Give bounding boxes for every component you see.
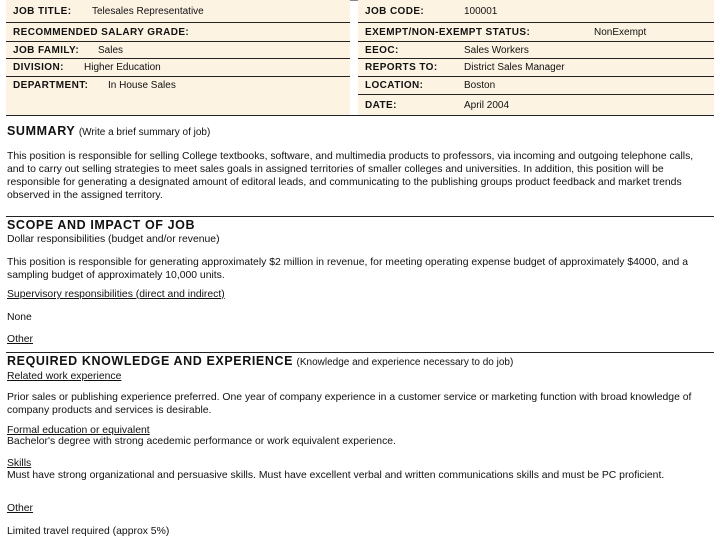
- education-text: Bachelor's degree with strong acedemic performance or work equivalent experience.: [7, 436, 396, 447]
- salary-grade-label: RECOMMENDED SALARY GRADE:: [13, 26, 190, 38]
- reports-to-row: [358, 58, 714, 76]
- department-value: In House Sales: [108, 80, 176, 91]
- department-label: DEPARTMENT:: [13, 80, 89, 91]
- job-title-label: JOB TITLE:: [13, 5, 72, 17]
- dollar-responsibilities-text: This position is responsible for generating approximately $2 million in revenue, for meeting operating expense budget of approximately $4000, and a sampling budget of approximately 10,000 units.: [7, 257, 688, 281]
- skills-text: Must have strong organizational and persuasive skills. Must have excellent verbal and written communications skills and must be PC proficient.: [7, 470, 665, 481]
- supervisory-label: [7, 288, 225, 301]
- knowledge-other-label-text: Other: [7, 503, 33, 514]
- summary-text: This position is responsible for selling College textbooks, software, and multimedia products to professors, via incoming and outgoing telephone calls, and to carry out selling strategies to meet sales goals in assigned territories of smaller colleges and universities. In addition, this position will be responsible for generating a designated amount of editoral leads, and communicating to the publishing groups product feedback and market trends observed in the assigned territory.: [7, 151, 694, 201]
- job-family-value: Sales: [98, 44, 124, 56]
- knowledge-note: (Knowledge and experience necessary to do job): [296, 357, 514, 368]
- eeoc-label: EEOC:: [365, 44, 399, 56]
- divider-knowledge: [6, 352, 714, 353]
- date-label: DATE:: [365, 100, 397, 111]
- exempt-status-row: [358, 22, 714, 41]
- job-family-label: JOB FAMILY:: [13, 44, 80, 56]
- supervisory-label-text: Supervisory responsibilities (direct and indirect): [7, 289, 225, 300]
- location-row: [358, 76, 714, 94]
- summary-note: (Write a brief summary of job): [78, 127, 211, 138]
- supervisory-text: None: [7, 312, 32, 323]
- job-title-row: [6, 0, 350, 22]
- related-experience-label-text: Related work experience: [7, 371, 122, 382]
- eeoc-value: Sales Workers: [464, 44, 529, 56]
- summary-heading-text: SUMMARY: [7, 124, 76, 138]
- location-value: Boston: [464, 80, 496, 91]
- header-bottom-rule: [6, 115, 714, 116]
- related-experience-text: Prior sales or publishing experience preferred. One year of company experience in a customer service or marketing function with broad knowledge of company products and services is desirable.: [7, 392, 692, 416]
- dollar-responsibilities-label: Dollar responsibilities (budget and/or revenue): [7, 234, 220, 245]
- knowledge-heading-text: REQUIRED KNOWLEDGE AND EXPERIENCE: [7, 354, 294, 368]
- job-code-value: 100001: [464, 5, 498, 17]
- skills-label-text: Skills: [7, 458, 32, 469]
- knowledge-other-label: [7, 502, 33, 515]
- reports-to-label: REPORTS TO:: [365, 62, 438, 73]
- division-row: [6, 58, 350, 76]
- date-row: [358, 94, 714, 116]
- header-right-column: [358, 0, 714, 116]
- job-title-value: Telesales Representative: [92, 5, 204, 17]
- date-value: April 2004: [464, 100, 510, 111]
- job-family-row: [6, 41, 350, 58]
- job-code-row: [358, 0, 714, 22]
- job-header-table: [6, 0, 714, 116]
- job-code-label: JOB CODE:: [365, 5, 425, 17]
- scope-heading-text: SCOPE AND IMPACT OF JOB: [7, 218, 196, 232]
- division-label: DIVISION:: [13, 62, 64, 73]
- department-row: [6, 76, 350, 116]
- scope-other-label: [7, 333, 33, 346]
- division-value: Higher Education: [84, 62, 161, 73]
- scope-other-label-text: Other: [7, 334, 33, 345]
- divider-scope: [6, 216, 714, 217]
- eeoc-row: [358, 41, 714, 58]
- education-label-text: Formal education or equivalent: [7, 425, 150, 436]
- reports-to-value: District Sales Manager: [464, 62, 565, 73]
- location-label: LOCATION:: [365, 80, 424, 91]
- salary-grade-row: [6, 22, 350, 41]
- knowledge-heading: [7, 354, 513, 368]
- summary-heading: [7, 124, 210, 138]
- knowledge-other-text: Limited travel required (approx 5%): [7, 526, 170, 537]
- related-experience-label: [7, 370, 121, 383]
- exempt-status-label: EXEMPT/NON-EXEMPT STATUS:: [365, 26, 531, 38]
- header-left-column: [6, 0, 350, 116]
- scope-heading: [7, 218, 195, 232]
- exempt-status-value: NonExempt: [594, 26, 647, 38]
